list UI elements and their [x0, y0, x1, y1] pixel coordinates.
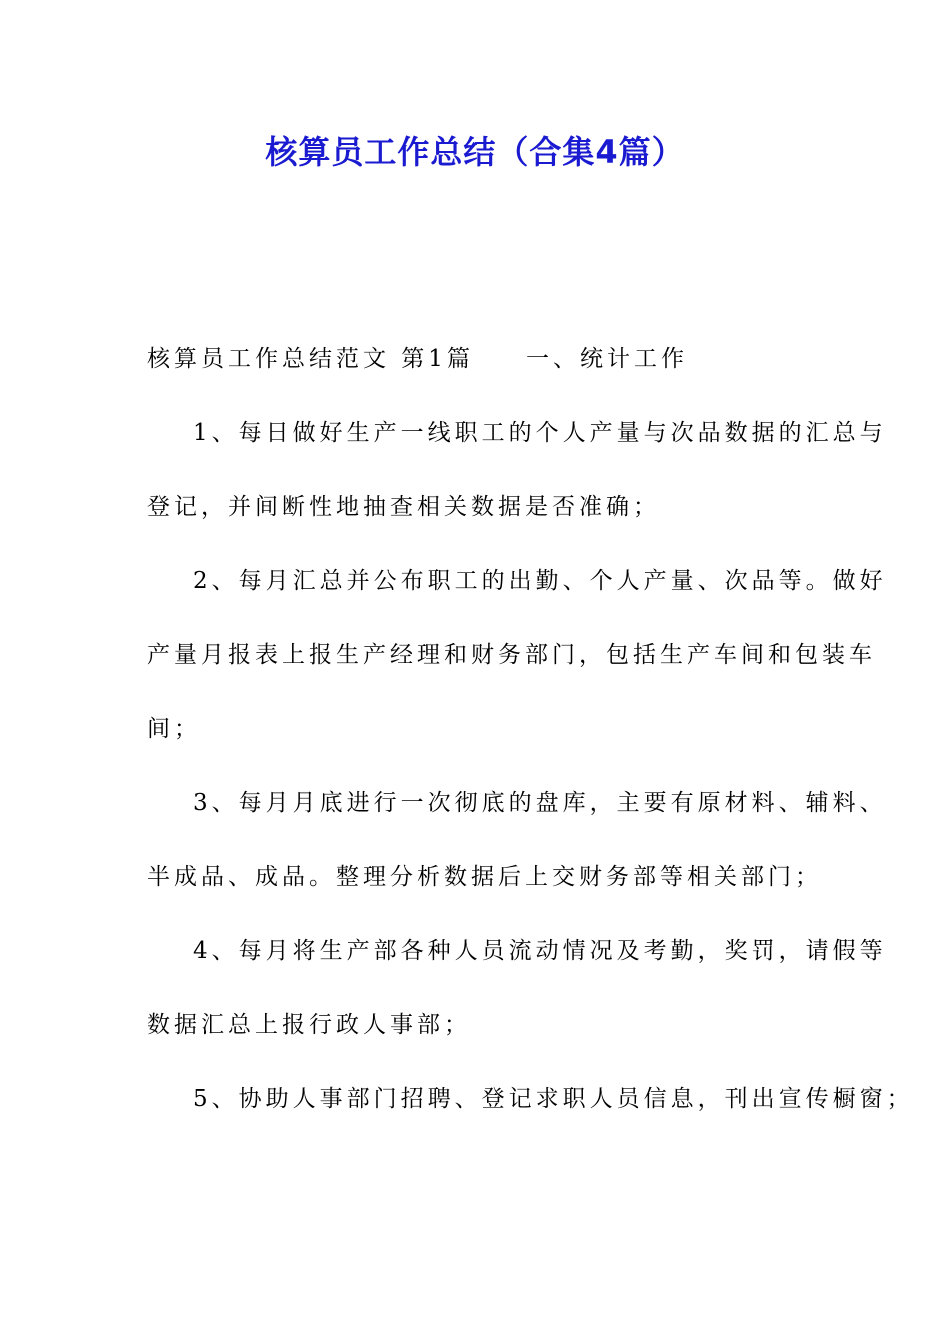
paragraph-1-line-1: 1、每日做好生产一线职工的个人产量与次品数据的汇总与 [193, 420, 887, 446]
paragraph-2-line-1: 2、每月汇总并公布职工的出勤、个人产量、次品等。做好 [193, 568, 887, 594]
paragraph-2-line-2: 产量月报表上报生产经理和财务部门，包括生产车间和包装车 [147, 642, 876, 668]
paragraph-2-line-3: 间； [147, 716, 201, 742]
paragraph-3-line-1: 3、每月月底进行一次彻底的盘库，主要有原材料、辅料、 [193, 790, 887, 816]
paragraph-1-line-2: 登记，并间断性地抽查相关数据是否准确； [147, 494, 660, 520]
section-heading-line [147, 322, 819, 396]
paragraph-5-line-1: 5、协助人事部门招聘、登记求职人员信息，刊出宣传橱窗； [193, 1086, 914, 1112]
document-title: 核算员工作总结（合集4篇） [265, 133, 685, 171]
paragraph-3-line-2: 半成品、成品。整理分析数据后上交财务部等相关部门； [147, 864, 822, 890]
document-body [147, 322, 914, 1136]
paragraph-4-line-1: 4、每月将生产部各种人员流动情况及考勤，奖罚，请假等 [193, 938, 887, 964]
article-heading: 核算员工作总结范文 第1篇 [147, 346, 474, 372]
section-heading: 一、统计工作 [525, 346, 688, 372]
paragraph-4-line-2: 数据汇总上报行政人事部； [147, 1012, 471, 1038]
